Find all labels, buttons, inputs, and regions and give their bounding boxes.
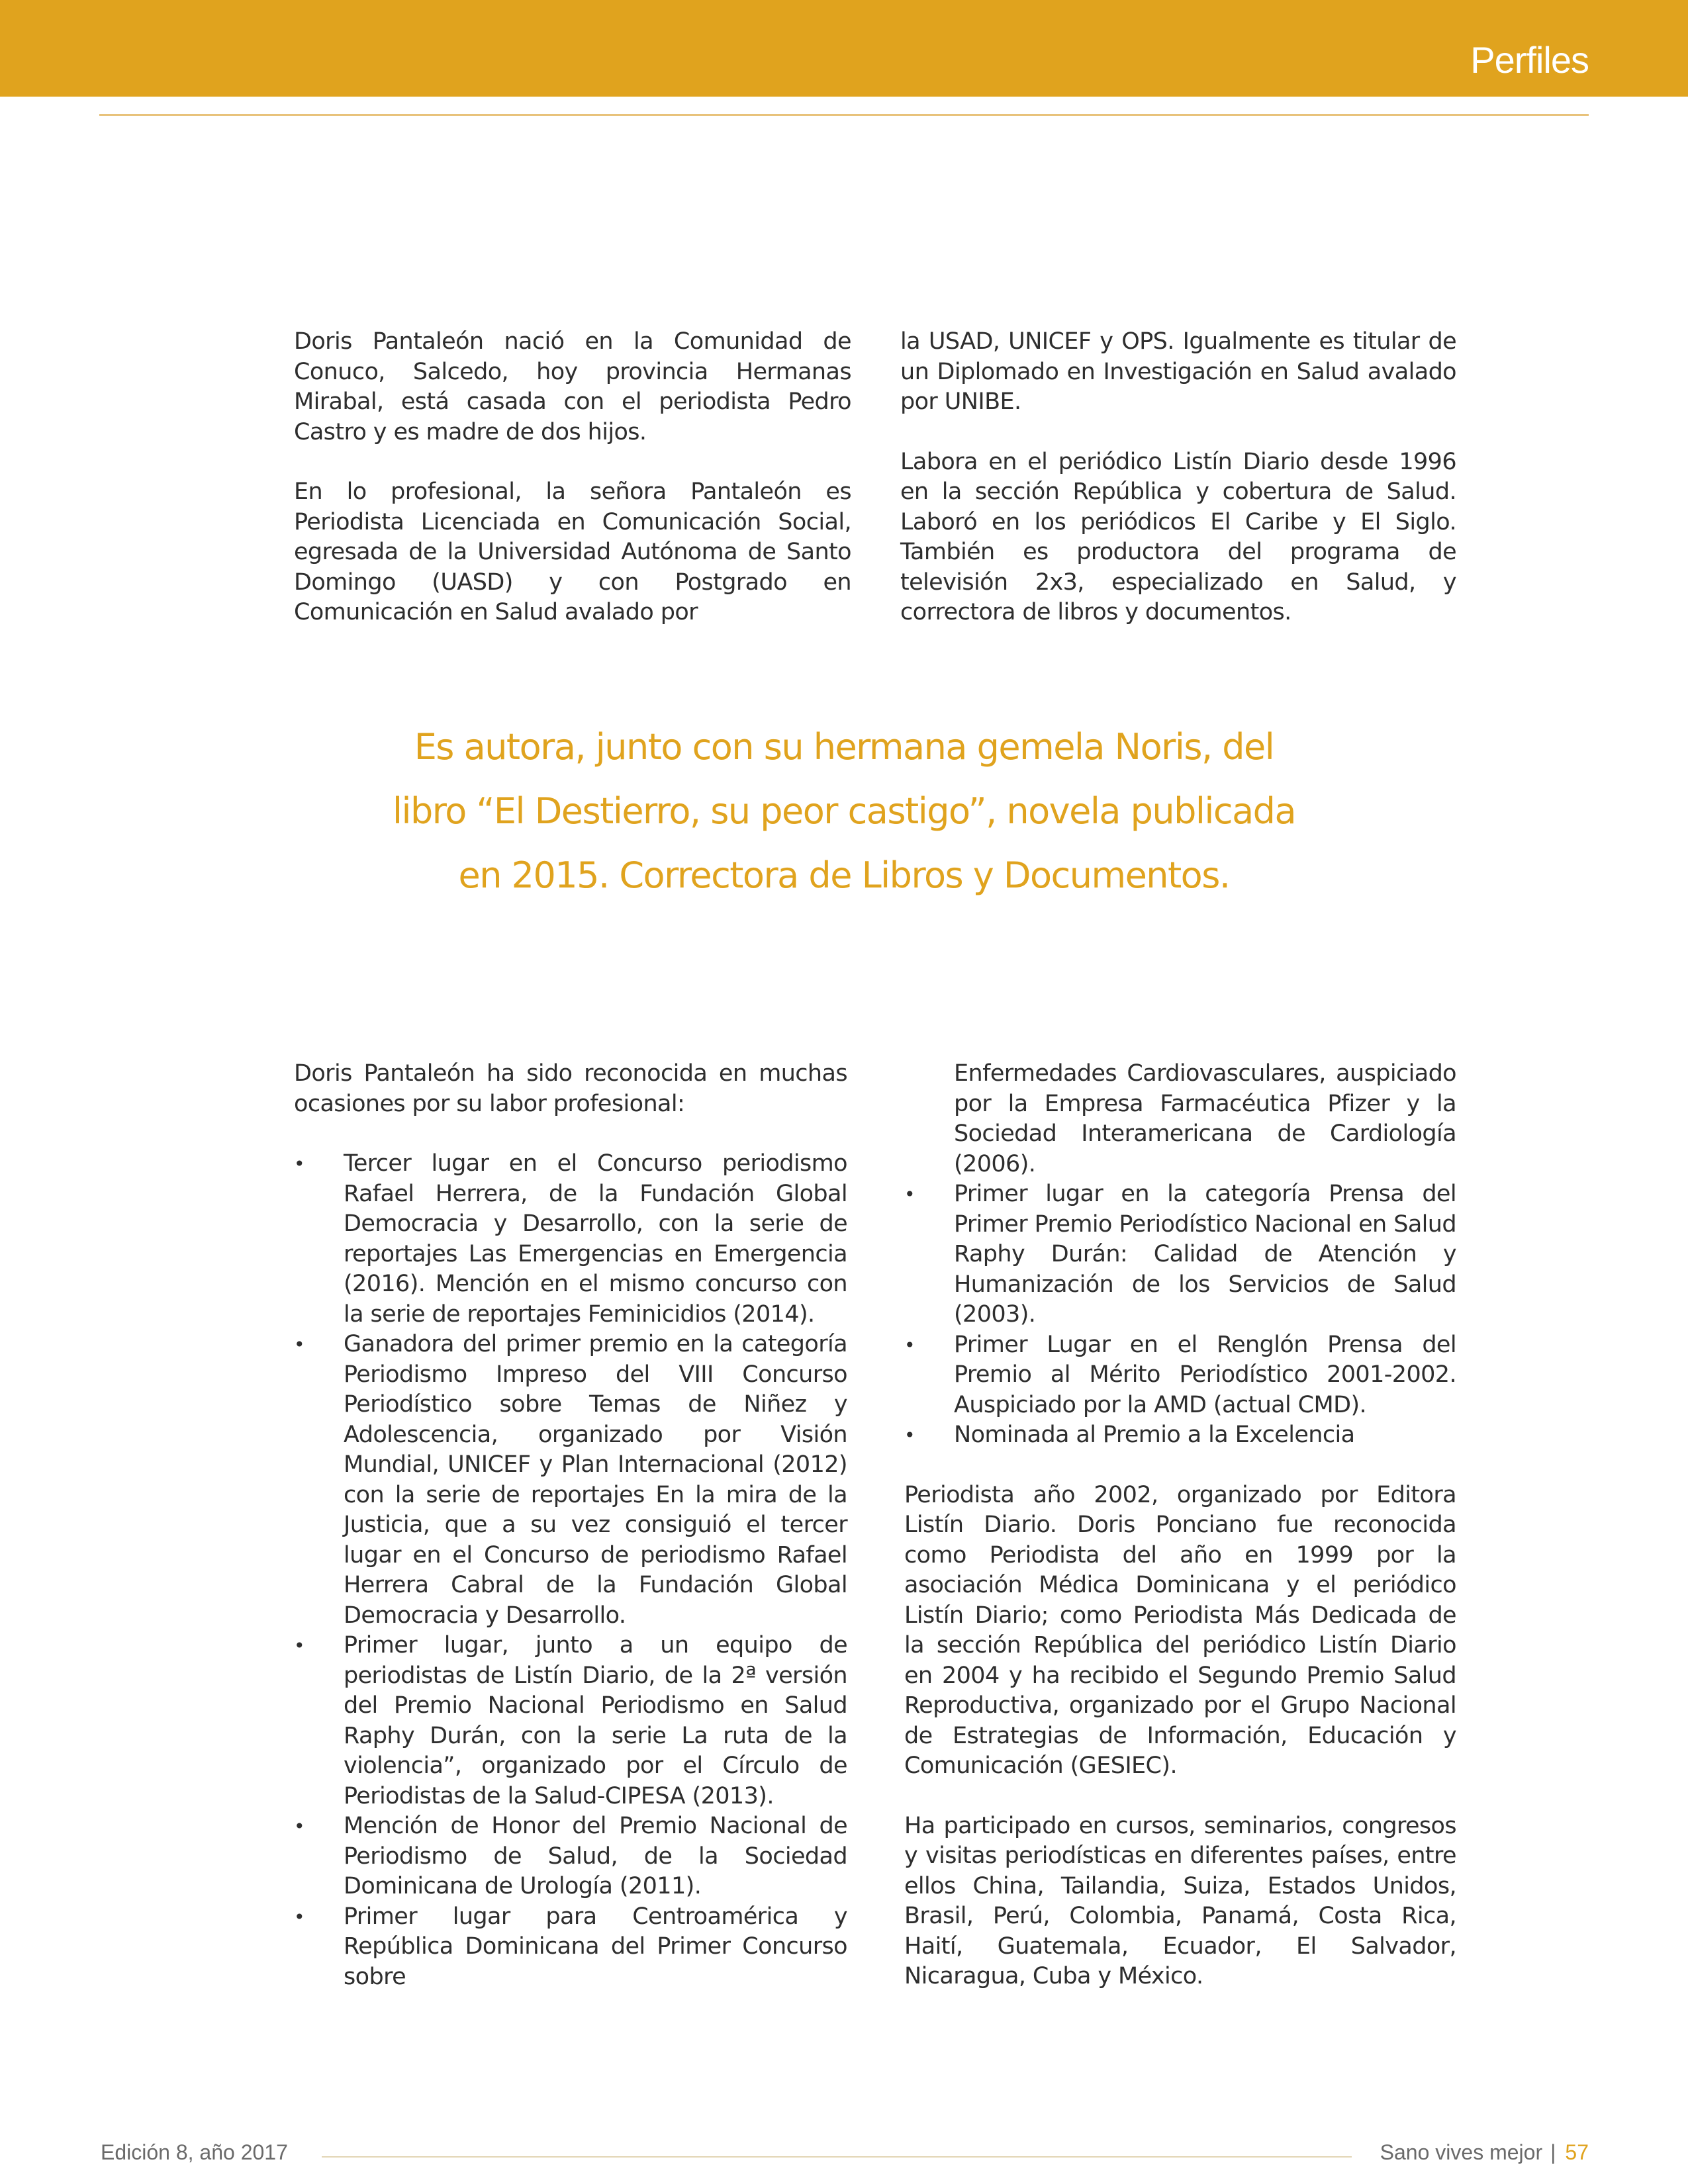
pull-quote-line: Es autora, junto con su hermana gemela Noris, del [414,726,1274,768]
paragraph: Doris Pantaleón nació en la Comunidad de Conuco, Salcedo, hoy provincia Hermanas Mirabal, está casada con el periodista Pedro Castro y es madre de dos hijos. [294,328,851,445]
list-item-continuation: Enfermedades Cardiovasculares, auspiciado por la Empresa Farmacéutica Pfizer y la Sociedad Interamericana de Cardiología (2006). [954,1060,1456,1177]
paragraph: la USAD, UNICEF y OPS. Igualmente es titular de un Diplomado en Investigación en Salud avalado por UNIBE. [900,328,1456,415]
paragraph: Ha participado en cursos, seminarios, congresos y visitas periodísticas en diferentes países, entre ellos China, Tailandia, Suiza, Estados Unidos, Brasil, Perú, Colombia, Panamá, Costa Rica, Haití, Guatemala, Ecuador, El Salvador, Nicaragua, Cuba y México. [904,1812,1456,1989]
awards-intro: Doris Pantaleón ha sido reconocida en muchas ocasiones por su labor profesional: [294,1060,847,1117]
footer-separator: | [1550,2140,1556,2164]
header-bar [0,0,1688,97]
list-item: • Mención de Honor del Premio Nacional de Periodismo de Salud, de la Sociedad Dominicana de Urología (2011). [294,1811,847,1902]
intro-left-column [294,327,851,628]
edition-label: Edición 8, año 2017 [101,2140,288,2164]
paragraph: En lo profesional, la señora Pantaleón es Periodista Licenciada en Comunicación Social, egresada de la Universidad Autónoma de Santo Domingo (UASD) y con Postgrado en Comunicación en Salud avalado por [294,478,851,625]
list-item: • Primer lugar, junto a un equipo de periodistas de Listín Diario, de la 2ª versión del Premio Nacional Periodismo en Salud Raphy Durán, con la serie La ruta de la violencia”, organizado por el Círculo de Periodistas de la Salud-CIPESA (2013). [294,1631,847,1811]
awards-list-continued [904,1059,1456,1451]
footer-right [1380,2140,1589,2165]
list-item: • Primer Lugar en el Renglón Prensa del Premio al Mérito Periodístico 2001-2002. Auspiciado por la AMD (actual CMD). [904,1330,1456,1421]
page-number: 57 [1565,2140,1589,2164]
list-item: • Primer lugar en la categoría Prensa del Primer Premio Periodístico Nacional en Salud Raphy Durán: Calidad de Atención y Humanización de los Servicios de Salud (2003). [904,1179,1456,1330]
awards-list [294,1149,847,1992]
footer-divider [322,2156,1352,2158]
magazine-name: Sano vives mejor [1380,2140,1543,2164]
pull-quote-line: libro “El Destierro, su peor castigo”, novela publicada [392,790,1296,832]
paragraph: Periodista año 2002, organizado por Editora Listín Diario. Doris Ponciano fue reconocida como Periodista del año en 1999 por la asociación Médica Dominicana y el periódico Listín Diario; como Periodista Más Dedicada de la sección República del periódico Listín Diario en 2004 y ha recibido el Segundo Premio Salud Reproductiva, organizado por el Grupo Nacional de Estrategias de Información, Educación y Comunicación (GESIEC). [904,1481,1456,1779]
intro-right-column [900,327,1456,628]
paragraph: Labora en el periódico Listín Diario desde 1996 en la sección República y cobertura de Salud. Laboró en los periódicos El Caribe y El Siglo. También es productora del programa de televisión 2x3, especializado en Salud, y correctora de libros y documentos. [900,448,1456,625]
pull-quote [265,715,1423,907]
list-item: • Nominada al Premio a la Excelencia [904,1420,1456,1451]
header-divider [99,114,1589,116]
list-item: • Primer lugar para Centroamérica y República Dominicana del Primer Concurso sobre [294,1902,847,1993]
pull-quote-line: en 2015. Correctora de Libros y Documentos. [458,854,1230,896]
section-title: Perfiles [1470,39,1589,81]
awards-right-column [904,1059,1456,1992]
awards-left-column [294,1059,847,1992]
list-item: • Tercer lugar en el Concurso periodismo Rafael Herrera, de la Fundación Global Democracia y Desarrollo, con la serie de reportajes Las Emergencias en Emergencia (2016). Mención en el mismo concurso con la serie de reportajes Feminicidios (2014). [294,1149,847,1330]
list-item: • Ganadora del primer premio en la categoría Periodismo Impreso del VIII Concurso Periodístico sobre Temas de Niñez y Adolescencia, organizado por Visión Mundial, UNICEF y Plan Internacional (2012) con la serie de reportajes En la mira de la Justicia, que a su vez consiguió el tercer lugar en el Concurso de periodismo Rafael Herrera Cabral de la Fundación Global Democracia y Desarrollo. [294,1330,847,1631]
